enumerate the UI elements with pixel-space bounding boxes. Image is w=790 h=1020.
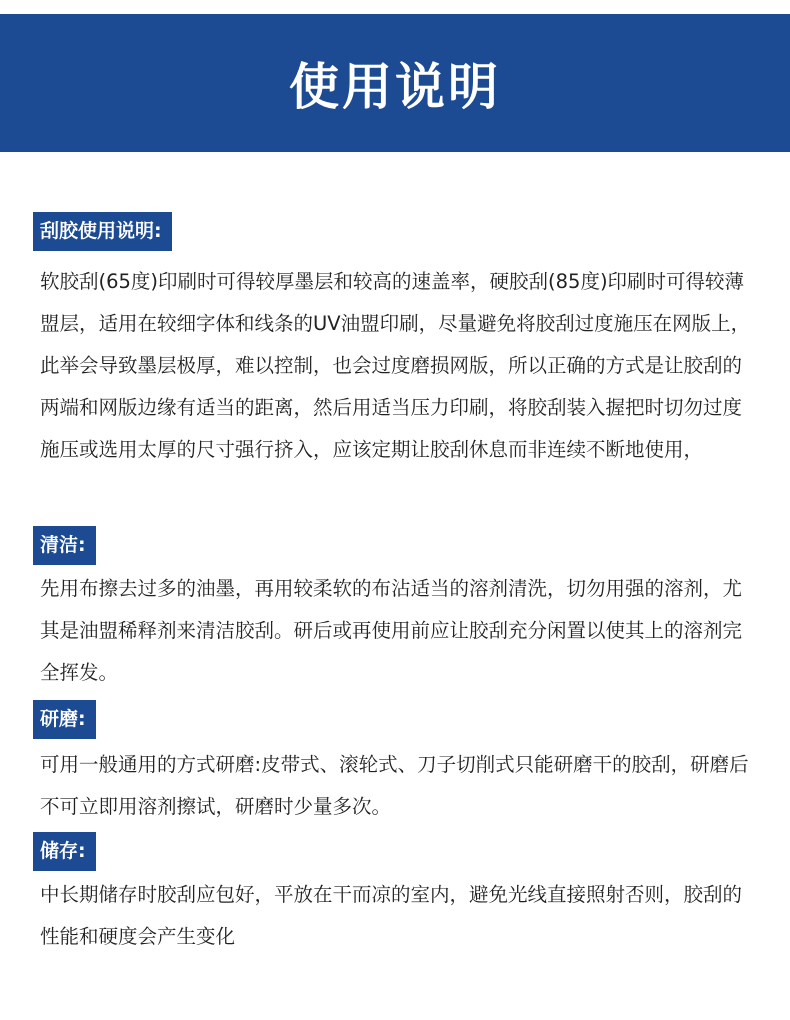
section-label-storage: 储存: [33, 832, 96, 871]
section-text-cleaning: 先用布擦去过多的油墨，再用较柔软的布沾适当的溶剂清洗，切勿用强的溶剂，尤其是油盟稀释剂来清洁胶刮。研后或再使用前应让胶刮充分闲置以使其上的溶剂完全挥发。 [40, 577, 743, 684]
section-text-grinding: 可用一般通用的方式研磨:皮带式、滚轮式、刀子切削式只能研磨干的胶刮，研磨后不可立即用溶剂擦试，研磨时少量多次。 [40, 753, 749, 818]
page-title: 使用说明 [289, 58, 501, 116]
section-label-grinding: 研磨: [33, 700, 96, 739]
header-banner [0, 14, 790, 152]
section-text-squeegee-usage: 软胶刮(65度)印刷时可得较厚墨层和较高的速盖率，硬胶刮(85度)印刷时可得较薄盟层，适用在较细字体和线条的UV油盟印刷，尽量避免将胶刮过度施压在网版上，此举会导致墨层极厚，难以控制，也会过度磨损网版，所以正确的方式是让胶刮的两端和网版边缘有适当的距离，然后用适当压力印刷，将胶刮装入握把时切勿过度施压或选用太厚的尺寸强行挤入，应该定期让胶刮休息而非连续不断地使用， [40, 270, 751, 461]
section-label-squeegee-usage: 刮胶使用说明: [33, 212, 172, 251]
section-text-storage: 中长期储存时胶刮应包好，平放在干而凉的室内，避免光线直接照射否则，胶刮的性能和硬度会产生变化 [40, 883, 743, 948]
section-label-cleaning: 清洁: [33, 526, 96, 565]
